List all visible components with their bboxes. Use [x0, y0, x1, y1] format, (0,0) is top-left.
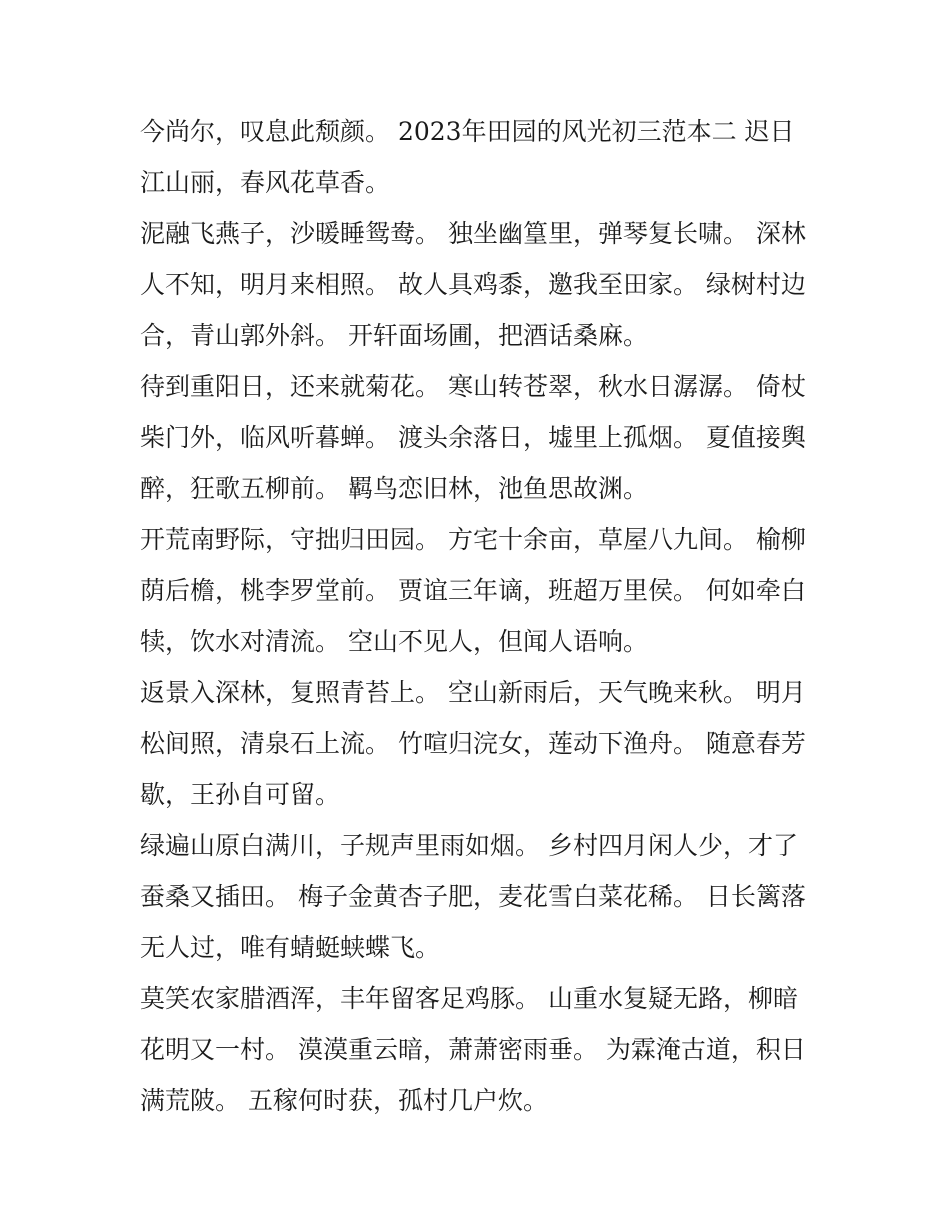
poem-text-block — [140, 106, 810, 1126]
paragraph-4: 开荒南野际，守拙归田园。 方宅十余亩，草屋八九间。 榆柳荫后檐，桃李罗堂前。 贾谊三年谪，班超万里侯。 何如牵白犊，饮水对清流。 空山不见人，但闻人语响。 — [140, 525, 806, 656]
paragraph-5: 返景入深林，复照青苔上。 空山新雨后，天气晚来秋。 明月松间照，清泉石上流。 竹喧归浣女，莲动下渔舟。 随意春芳歇，王孙自可留。 — [140, 678, 806, 809]
paragraph-1: 今尚尔，叹息此颓颜。 2023年田园的风光初三范本二 迟日江山丽，春风花草香。 — [140, 117, 795, 197]
paragraph-3: 待到重阳日，还来就菊花。 寒山转苍翠，秋水日潺潺。 倚杖柴门外，临风听暮蝉。 渡头余落日，墟里上孤烟。 夏值接舆醉，狂歌五柳前。 羁鸟恋旧林，池鱼思故渊。 — [140, 372, 806, 503]
paragraph-2: 泥融飞燕子，沙暖睡鸳鸯。 独坐幽篁里，弹琴复长啸。 深林人不知，明月来相照。 故人具鸡黍，邀我至田家。 绿树村边合，青山郭外斜。 开轩面场圃，把酒话桑麻。 — [140, 219, 806, 350]
paragraph-7: 莫笑农家腊酒浑，丰年留客足鸡豚。 山重水复疑无路，柳暗花明又一村。 漠漠重云暗，萧萧密雨垂。 为霖淹古道，积日满荒陂。 五稼何时获，孤村几户炊。 — [140, 984, 806, 1115]
paragraph-6: 绿遍山原白满川，子规声里雨如烟。 乡村四月闲人少，才了蚕桑又插田。 梅子金黄杏子肥，麦花雪白菜花稀。 日长篱落无人过，唯有蜻蜓蛱蝶飞。 — [140, 831, 806, 962]
